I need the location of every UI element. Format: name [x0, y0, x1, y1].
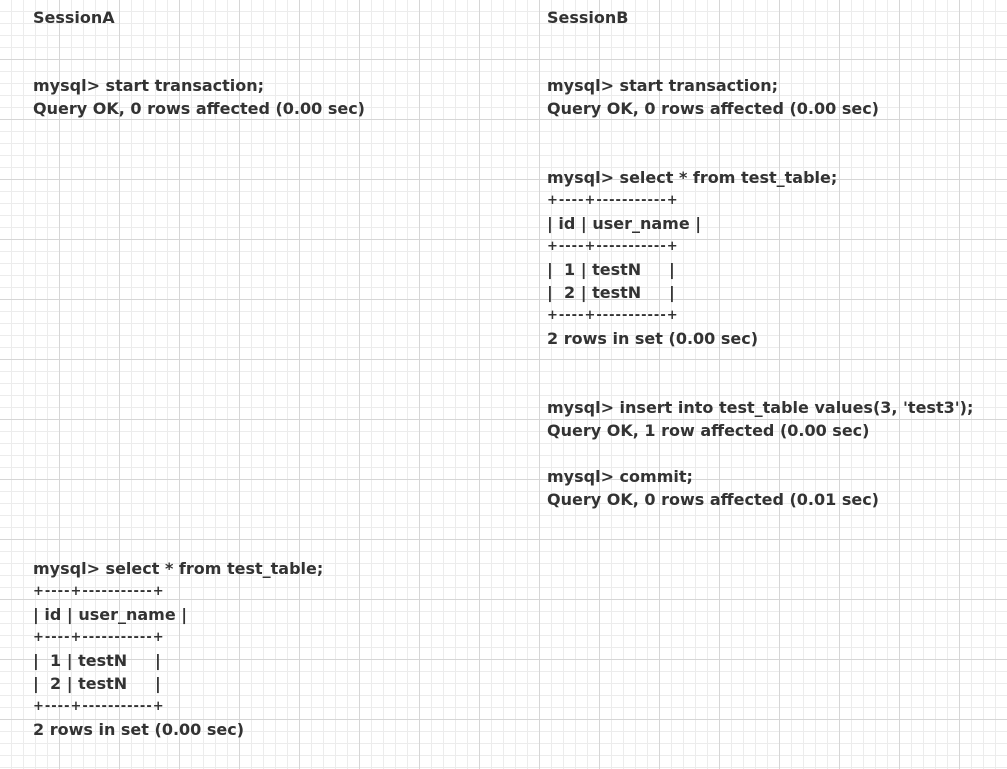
session-a-table-row: | 1 | testN |: [33, 651, 161, 670]
session-b-commit-result: Query OK, 0 rows affected (0.01 sec): [547, 490, 879, 509]
session-b-table-border-bottom: +----+-----------+: [547, 308, 679, 323]
session-a-select-command: mysql> select * from test_table;: [33, 559, 324, 578]
session-a-table-header: | id | user_name |: [33, 605, 188, 624]
session-b-table-header: | id | user_name |: [547, 214, 702, 233]
session-b-table-row: | 2 | testN |: [547, 283, 675, 302]
session-a-start-result: Query OK, 0 rows affected (0.00 sec): [33, 99, 365, 118]
session-b-insert-command: mysql> insert into test_table values(3, 'test3');: [547, 398, 974, 417]
session-a-start-command: mysql> start transaction;: [33, 76, 265, 95]
session-b-insert-result: Query OK, 1 row affected (0.00 sec): [547, 421, 870, 440]
session-a-table-border-mid: +----+-----------+: [33, 630, 165, 645]
session-b-start-result: Query OK, 0 rows affected (0.00 sec): [547, 99, 879, 118]
session-a-table-row: | 2 | testN |: [33, 674, 161, 693]
session-a-table-border-bottom: +----+-----------+: [33, 699, 165, 714]
session-b-commit-command: mysql> commit;: [547, 467, 693, 486]
session-b-table-border-mid: +----+-----------+: [547, 239, 679, 254]
session-b-table-border-top: +----+-----------+: [547, 193, 679, 208]
session-b-select-result: 2 rows in set (0.00 sec): [547, 329, 759, 348]
session-b-table-row: | 1 | testN |: [547, 260, 675, 279]
session-b-title: SessionB: [547, 8, 629, 27]
session-b-select-command: mysql> select * from test_table;: [547, 168, 838, 187]
session-a-select-result: 2 rows in set (0.00 sec): [33, 720, 245, 739]
session-b-start-command: mysql> start transaction;: [547, 76, 779, 95]
session-a-title: SessionA: [33, 8, 115, 27]
session-a-table-border-top: +----+-----------+: [33, 584, 165, 599]
